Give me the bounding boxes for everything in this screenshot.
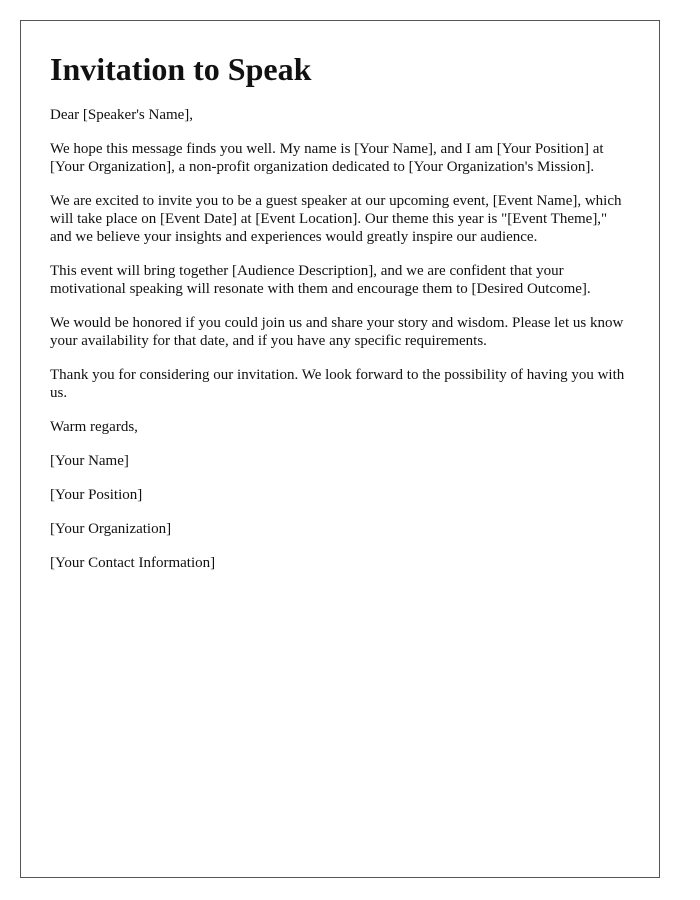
greeting: Dear [Speaker's Name],	[50, 107, 194, 123]
audience-paragraph: This event will bring together [Audience Description], and we are confident that your motivational speaking will resonate with them and encourage them to [Desired Outcome].	[50, 263, 591, 297]
letter-page	[20, 20, 660, 878]
signature-name: [Your Name]	[50, 453, 129, 469]
request-paragraph: We would be honored if you could join us and share your story and wisdom. Please let us know your availability for that date, and if you have any specific requirements.	[50, 315, 624, 349]
signature-organization: [Your Organization]	[50, 521, 172, 537]
thanks-paragraph: Thank you for considering our invitation. We look forward to the possibility of having you with us.	[50, 367, 625, 401]
signature-contact: [Your Contact Information]	[50, 555, 216, 571]
letter-title: Invitation to Speak	[50, 51, 312, 87]
signature-position: [Your Position]	[50, 487, 143, 503]
invitation-paragraph: We are excited to invite you to be a guest speaker at our upcoming event, [Event Name], which will take place on [Event Date] at [Event Location]. Our theme this year is "[Event Theme]," and we believe your insights and experiences would greatly inspire our audience.	[50, 193, 622, 245]
intro-paragraph: We hope this message finds you well. My name is [Your Name], and I am [Your Position] at [Your Organization], a non-profit organization dedicated to [Your Organization's Mission].	[50, 141, 604, 175]
closing: Warm regards,	[50, 419, 138, 435]
